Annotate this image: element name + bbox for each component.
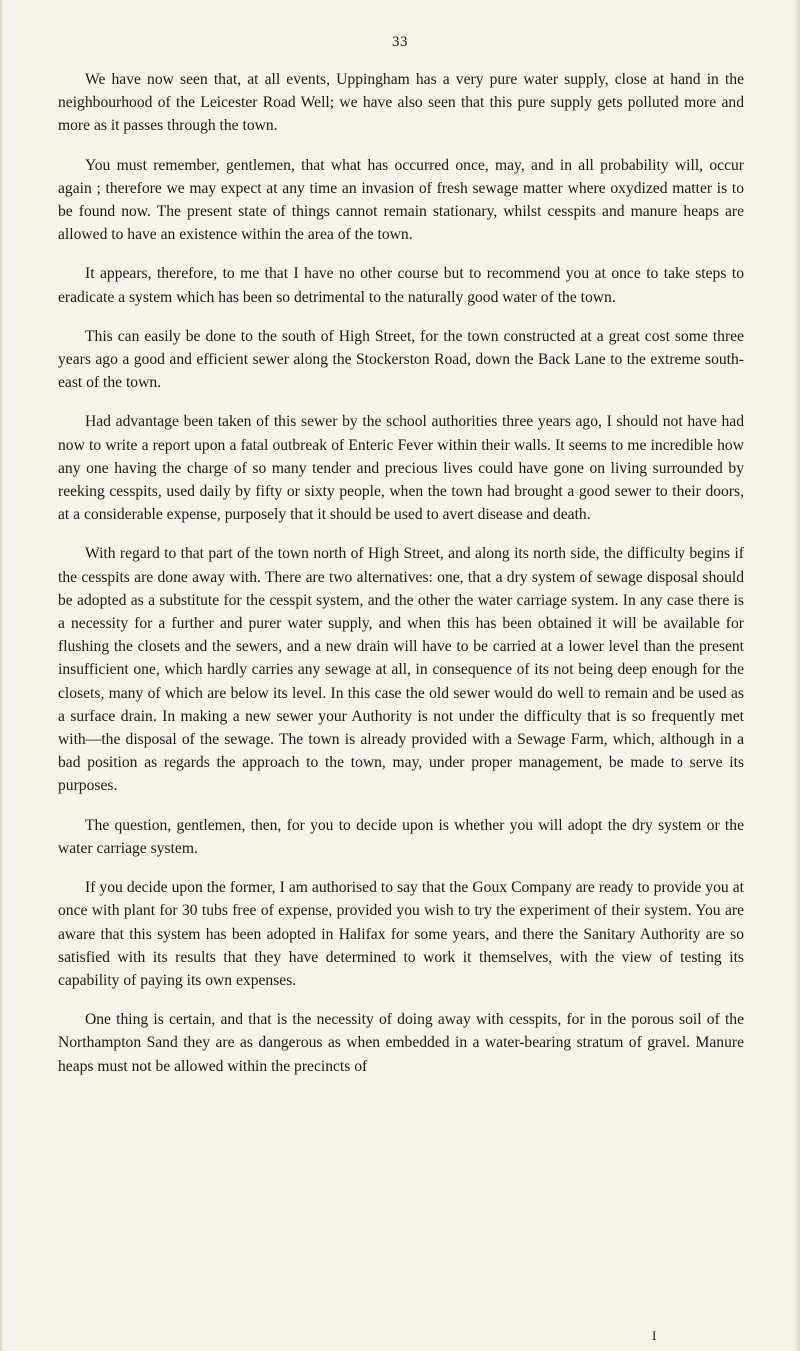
paragraph-5: Had advantage been taken of this sewer by the school authorities three years ago, I should not have had now to write a report upon a fatal outbreak of Enteric Fever within their walls. It seems to me incredible how any one having the charge of so many tender and precious lives could have gone on living surrounded by reeking cesspits, used daily by fifty or sixty people, when the town had brought a good sewer to their doors, at a considerable expense, purposely that it should be used to avert disease and death.: [58, 413, 744, 524]
page-binding-edge: [794, 0, 800, 1351]
body-text: [58, 68, 744, 1094]
paragraph-7: The question, gentlemen, then, for you to decide upon is whether you will adopt the dry system or the water carriage system.: [58, 816, 744, 857]
paragraph-3: It appears, therefore, to me that I have no other course but to recommend you at once to take steps to eradicate a system which has been so detrimental to the naturally good water of the town.: [58, 265, 744, 306]
paragraph-1: We have now seen that, at all events, Uppingham has a very pure water supply, close at hand in the neighbourhood of the Leicester Road Well; we have also seen that this pure supply gets polluted more and more as it passes through the town.: [58, 71, 744, 135]
paragraph-9: One thing is certain, and that is the necessity of doing away with cesspits, for in the porous soil of the Northampton Sand they are as dangerous as when embedded in a water-bearing stratum of gravel. Manure heaps must not be allowed within the precincts of: [58, 1011, 744, 1075]
page-left-edge: [0, 0, 4, 1351]
signature-mark: I: [652, 1328, 657, 1343]
paragraph-8: If you decide upon the former, I am authorised to say that the Goux Company are ready to provide you at once with plant for 30 tubs free of expense, provided you wish to try the experiment of their system. You are aware that this system has been adopted in Halifax for some years, and there the Sanitary Authority are so satisfied with its results that they have determined to work it themselves, with the view of testing its capability of paying its own expenses.: [58, 879, 744, 989]
paragraph-4: This can easily be done to the south of High Street, for the town constructed at a great cost some three years ago a good and efficient sewer along the Stockerston Road, down the Back Lane to the extreme south-east of the town.: [58, 327, 744, 392]
page-number: 33: [392, 34, 408, 50]
paragraph-6: With regard to that part of the town north of High Street, and along its north side, the difficulty begins if the cesspits are done away with. There are two alternatives: one, that a dry system of sewage disposal should be adopted as a substitute for the cesspit system, and the other the water carriage system. In any case there is a necessity for a further and purer water supply, and when this has been obtained it will be available for flushing the closets and the sewers, and a new drain will have to be carried at a lower level than the present insufficient one, which hardly carries any sewage at all, in consequence of its not being deep enough for the closets, many of which are below its level. In this case the old sewer would do well to remain and be used as a surface drain. In making a new sewer your Authority is not under the difficulty that is so frequently met with—the disposal of the sewage. The town is already provided with a Sewage Farm, which, although in a bad position as regards the approach to the town, may, under proper management, be made to serve its purposes.: [58, 545, 744, 795]
paragraph-2: You must remember, gentlemen, that what has occurred once, may, and in all probability will, occur again ; therefore we may expect at any time an invasion of fresh sewage matter where oxydized matter is to be found now. The present state of things cannot remain stationary, whilst cesspits and manure heaps are allowed to have an existence within the area of the town.: [58, 156, 744, 244]
